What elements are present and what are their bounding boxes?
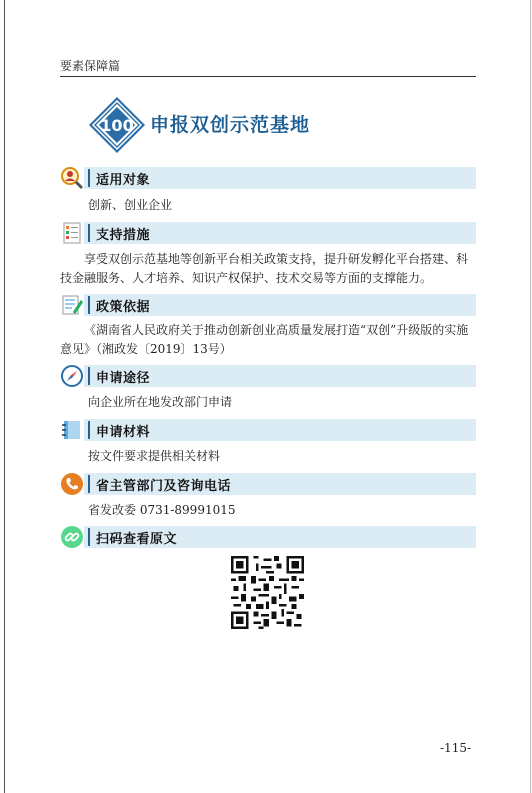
page-title: 申报双创示范基地 [150,114,311,136]
section-body: 向企业所在地发改部门申请 [88,395,233,409]
section-heading: 省主管部门及咨询电话 [96,479,232,494]
section-policy-basis [60,294,476,316]
document-pen-icon [60,293,84,317]
magnifier-person-icon [60,166,84,190]
badge-number: 100 [100,116,134,135]
section-contact-phone [60,473,476,495]
section-support-measures [60,222,476,244]
link-icon [60,525,84,549]
section-application-channel [60,365,476,387]
section-body: 《湖南省人民政府关于推动创新创业高质量发展打造“双创”升级版的实施意见》（湘政发〔2019〕13号） [60,323,469,356]
phone-icon [60,472,84,496]
page-right-border [530,0,531,793]
section-heading: 支持措施 [96,228,151,243]
section-body: 按文件要求提供相关材料 [88,449,221,463]
page-number: -115- [440,741,472,755]
compass-icon [60,364,84,388]
section-scan-qr [60,526,476,548]
page-left-border [4,0,5,793]
checklist-icon [60,221,84,245]
qr-code[interactable] [231,556,304,629]
notebook-icon [60,418,84,442]
section-application-materials [60,419,476,441]
section-body: 享受双创示范基地等创新平台相关政策支持，提升研发孵化平台搭建、科技金融服务、人才培养、知识产权保护、技术交易等方面的支撑能力。 [60,252,469,285]
section-body: 创新、创业企业 [88,198,173,212]
section-heading: 申请途径 [96,371,151,386]
header-rule [60,76,476,77]
section-heading: 扫码查看原文 [96,532,178,547]
section-body: 省发改委 0731-89991015 [88,503,236,517]
section-heading: 申请材料 [96,425,151,440]
number-badge-icon [88,96,146,154]
section-heading: 适用对象 [96,173,151,188]
section-applicable-objects [60,167,476,189]
running-head: 要素保障篇 [60,59,121,73]
section-heading: 政策依据 [96,300,151,315]
